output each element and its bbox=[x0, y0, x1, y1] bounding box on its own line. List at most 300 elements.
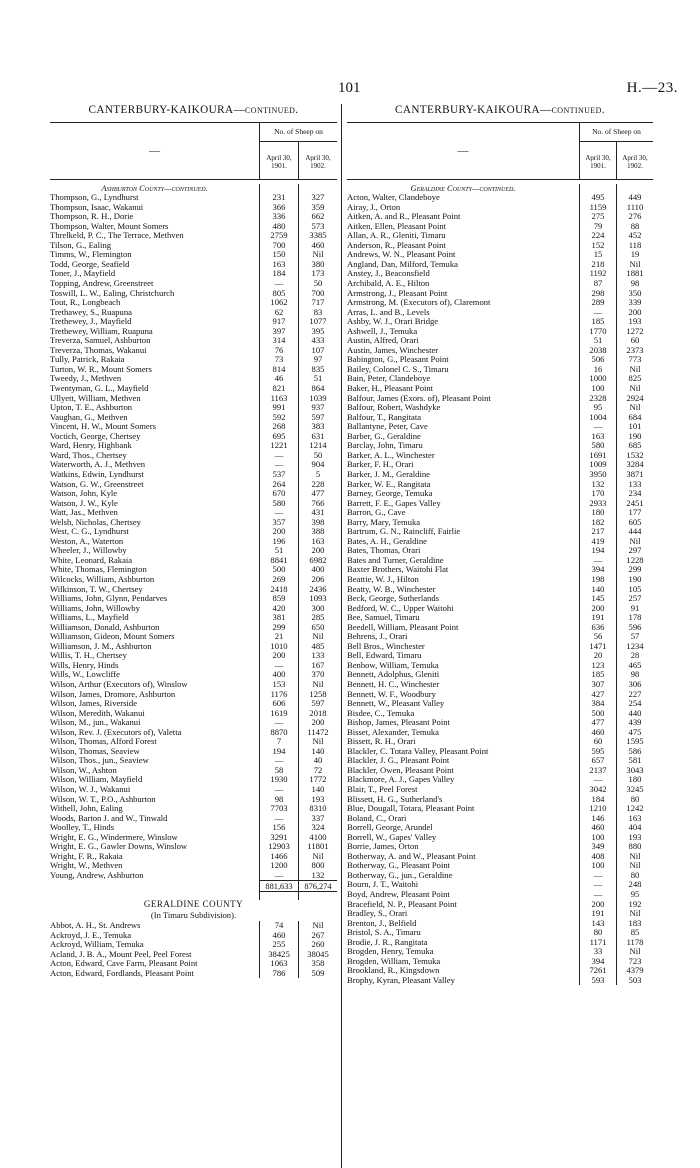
sheep-1901: 51 bbox=[579, 336, 616, 346]
owner-name: Brogden, William, Temuka . . . bbox=[347, 957, 579, 967]
sheep-1902: 380 bbox=[298, 260, 337, 270]
sheep-1901: 200 bbox=[259, 527, 298, 537]
sheep-1901: 184 bbox=[259, 269, 298, 279]
owner-name: Beck, George, Sutherlands . . . bbox=[347, 594, 579, 604]
sheep-1901: 163 bbox=[579, 432, 616, 442]
sheep-1901: 460 bbox=[579, 728, 616, 738]
owner-name: Brogden, Henry, Temuka . . . bbox=[347, 947, 579, 957]
sheep-1901: 1176 bbox=[259, 690, 298, 700]
sheep-1901: 821 bbox=[259, 384, 298, 394]
sheep-1901: 349 bbox=[579, 842, 616, 852]
sheep-1901: 132 bbox=[579, 480, 616, 490]
sheep-1902: Nil bbox=[298, 921, 337, 931]
sheep-1902: 605 bbox=[616, 518, 653, 528]
owner-name: Brenton, J., Belfield . . . bbox=[347, 919, 579, 929]
sheep-1901: — bbox=[259, 718, 298, 728]
header-dash: — bbox=[457, 144, 469, 157]
owner-name: Bain, Peter, Clandeboye . . . bbox=[347, 374, 579, 384]
sheep-1902: 97 bbox=[298, 355, 337, 365]
table-row bbox=[347, 795, 653, 805]
owner-name: Bee, Samuel, Timaru . . . bbox=[347, 613, 579, 623]
table-row bbox=[50, 470, 337, 480]
header-year-1902: April 30, 1902. bbox=[298, 142, 337, 179]
owner-name: Wilson, Rev. J. (Executors of), Valetta . . . bbox=[50, 728, 259, 738]
sheep-1902: 685 bbox=[616, 441, 653, 451]
left-table-header bbox=[50, 122, 337, 180]
sheep-1901: 314 bbox=[259, 336, 298, 346]
sheep-1902: Nil bbox=[298, 852, 337, 862]
sheep-1901: 580 bbox=[579, 441, 616, 451]
sheep-1902: 2018 bbox=[298, 709, 337, 719]
owner-name: Wilcocks, William, Ashburton . . . bbox=[50, 575, 259, 585]
table-row bbox=[50, 556, 337, 566]
owner-name: Bates, Thomas, Orari . . . bbox=[347, 546, 579, 556]
sheep-1901: 1062 bbox=[259, 298, 298, 308]
sheep-1901: 231 bbox=[259, 193, 298, 203]
owner-name: Arras, L. and B., Levels . . . bbox=[347, 308, 579, 318]
sheep-1902: 597 bbox=[298, 413, 337, 423]
table-row bbox=[347, 871, 653, 881]
table-row bbox=[347, 919, 653, 929]
owner-name: Watson, J. W., Kyle . . . bbox=[50, 499, 259, 509]
owner-name: Austin, James, Winchester . . . bbox=[347, 346, 579, 356]
table-row bbox=[347, 480, 653, 490]
table-row bbox=[347, 766, 653, 776]
table-row bbox=[347, 279, 653, 289]
table-row bbox=[347, 661, 653, 671]
sheep-1901: 2038 bbox=[579, 346, 616, 356]
table-row bbox=[347, 565, 653, 575]
owner-name: Waterworth, A. J., Methven . . . bbox=[50, 460, 259, 470]
sheep-1901: 1163 bbox=[259, 394, 298, 404]
owner-name: Toner, J., Mayfield . . . bbox=[50, 269, 259, 279]
table-row bbox=[347, 384, 653, 394]
table-row bbox=[347, 814, 653, 824]
table-row bbox=[347, 575, 653, 585]
sheep-1902: 133 bbox=[298, 651, 337, 661]
sheep-1901: 419 bbox=[579, 537, 616, 547]
sheep-1902: 2924 bbox=[616, 394, 653, 404]
table-row bbox=[347, 269, 653, 279]
owner-name: Boland, C., Orari . . . bbox=[347, 814, 579, 824]
owner-name: Blair, T., Peel Forest . . . bbox=[347, 785, 579, 795]
table-row bbox=[347, 556, 653, 566]
owner-name: Bennett, W., Pleasant Valley . . . bbox=[347, 699, 579, 709]
owner-name: Barker, J. M., Geraldine . . . bbox=[347, 470, 579, 480]
sheep-1901: 268 bbox=[259, 422, 298, 432]
table-row bbox=[50, 921, 337, 931]
sheep-1901: 275 bbox=[579, 212, 616, 222]
owner-name: Wilson, William, Mayfield . . . bbox=[50, 775, 259, 785]
sheep-1902: 98 bbox=[616, 279, 653, 289]
sheep-1902: 404 bbox=[616, 823, 653, 833]
owner-name: Wright, F. R., Rakaia . . . bbox=[50, 852, 259, 862]
table-row bbox=[50, 931, 337, 941]
sheep-1902: 766 bbox=[298, 499, 337, 509]
sheep-1901: 1009 bbox=[579, 460, 616, 470]
table-row bbox=[50, 308, 337, 318]
sheep-1901: 805 bbox=[259, 289, 298, 299]
owner-name: Twentyman, G. L., Mayfield . . . bbox=[50, 384, 259, 394]
owner-name: Bailey, Colonel C. S., Timaru . . . bbox=[347, 365, 579, 375]
table-row bbox=[347, 298, 653, 308]
table-row bbox=[347, 728, 653, 738]
sheep-1901: — bbox=[259, 756, 298, 766]
sheep-1902: 299 bbox=[616, 565, 653, 575]
table-row bbox=[50, 833, 337, 843]
sheep-1901: 1004 bbox=[579, 413, 616, 423]
sheep-1902: 880 bbox=[616, 842, 653, 852]
sheep-1902: 350 bbox=[616, 289, 653, 299]
sheep-1901: 397 bbox=[259, 327, 298, 337]
table-row bbox=[347, 346, 653, 356]
sheep-1902: 339 bbox=[616, 298, 653, 308]
table-row bbox=[347, 422, 653, 432]
sheep-1901: — bbox=[259, 871, 298, 881]
owner-name: Bisdee, C., Temuka . . . bbox=[347, 709, 579, 719]
sheep-1901: — bbox=[259, 814, 298, 824]
sheep-1901: 200 bbox=[259, 651, 298, 661]
sheep-1901: 3042 bbox=[579, 785, 616, 795]
owner-name: Trethewey, William, Ruapuna . . . bbox=[50, 327, 259, 337]
sheep-1902: 1242 bbox=[616, 804, 653, 814]
left-table-body bbox=[50, 180, 337, 979]
sheep-1902: 190 bbox=[616, 575, 653, 585]
sheep-1902: 57 bbox=[616, 632, 653, 642]
owner-name: Armstrong, M. (Executors of), Claremont . . . bbox=[347, 298, 579, 308]
sheep-1902: 178 bbox=[616, 613, 653, 623]
sheep-1901: 58 bbox=[259, 766, 298, 776]
table-row bbox=[347, 489, 653, 499]
sheep-1902: 132 bbox=[298, 871, 337, 881]
sheep-1902: 8310 bbox=[298, 804, 337, 814]
sheep-1902: 183 bbox=[616, 919, 653, 929]
table-row bbox=[50, 642, 337, 652]
owner-name: Barker, W. E., Rangitata . . . bbox=[347, 480, 579, 490]
sheep-1902: 1093 bbox=[298, 594, 337, 604]
sheep-1902: Nil bbox=[298, 250, 337, 260]
owner-name: Bates, A. H., Geraldine . . . bbox=[347, 537, 579, 547]
owner-name: Barber, G., Geraldine . . . bbox=[347, 432, 579, 442]
sheep-1901: 400 bbox=[259, 670, 298, 680]
owner-name: Trethawey, S., Ruapuna . . . bbox=[50, 308, 259, 318]
sheep-1901: 7 bbox=[259, 737, 298, 747]
sheep-1901: 76 bbox=[259, 346, 298, 356]
sheep-1901: 100 bbox=[579, 384, 616, 394]
sheep-1902: 257 bbox=[616, 594, 653, 604]
owner-name: Beatty, W. B., Winchester . . . bbox=[347, 585, 579, 595]
sheep-1901: 700 bbox=[259, 241, 298, 251]
sheep-1901: 194 bbox=[259, 747, 298, 757]
owner-name: Wilson, James, Dromore, Ashburton . . . bbox=[50, 690, 259, 700]
table-row bbox=[50, 814, 337, 824]
table-row bbox=[50, 670, 337, 680]
table-row bbox=[50, 422, 337, 432]
owner-name: Aitken, Ellen, Pleasant Point . . . bbox=[347, 222, 579, 232]
sheep-1902: 50 bbox=[298, 451, 337, 461]
owner-name: Williams, John, Willowby . . . bbox=[50, 604, 259, 614]
owner-name: Ackroyd, J. E., Temuka . . . bbox=[50, 931, 259, 941]
sheep-1902: 105 bbox=[616, 585, 653, 595]
sheep-1902: 206 bbox=[298, 575, 337, 585]
sheep-1901: 170 bbox=[579, 489, 616, 499]
sheep-1901: 1471 bbox=[579, 642, 616, 652]
owner-name: Barron, G., Cave . . . bbox=[347, 508, 579, 518]
sheep-1902: 51 bbox=[298, 374, 337, 384]
sheep-1901: 21 bbox=[259, 632, 298, 642]
owner-name: Thompson, G., Lyndhurst . . . bbox=[50, 193, 259, 203]
table-row bbox=[50, 231, 337, 241]
sheep-1901: 153 bbox=[259, 680, 298, 690]
sheep-1902: 107 bbox=[298, 346, 337, 356]
owner-name: Thompson, Walter, Mount Somers . . . bbox=[50, 222, 259, 232]
table-row bbox=[347, 413, 653, 423]
owner-name: Wheeler, J., Willowby . . . bbox=[50, 546, 259, 556]
owner-name: Treverza, Samuel, Ashburton . . . bbox=[50, 336, 259, 346]
owner-name: Watkins, Edwin, Lyndhurst . . . bbox=[50, 470, 259, 480]
sheep-1901: — bbox=[579, 871, 616, 881]
sheep-1901: 100 bbox=[579, 833, 616, 843]
table-row bbox=[50, 861, 337, 871]
table-row bbox=[347, 374, 653, 384]
sheep-1902: 1178 bbox=[616, 938, 653, 948]
table-row bbox=[347, 823, 653, 833]
sheep-1902: Nil bbox=[298, 737, 337, 747]
table-row bbox=[347, 231, 653, 241]
table-row bbox=[347, 804, 653, 814]
sheep-1902: 509 bbox=[298, 969, 337, 979]
sheep-1901: 460 bbox=[259, 931, 298, 941]
left-column bbox=[50, 106, 337, 978]
total-1901: 881,633 bbox=[259, 880, 298, 892]
sheep-1902: 38045 bbox=[298, 950, 337, 960]
sheep-1902: Nil bbox=[616, 365, 653, 375]
table-row bbox=[50, 959, 337, 969]
table-row bbox=[50, 680, 337, 690]
sheep-1901: — bbox=[579, 422, 616, 432]
owner-name: Tilson, G., Ealing . . . bbox=[50, 241, 259, 251]
table-row bbox=[50, 384, 337, 394]
owner-name: Topping, Andrew, Greenstreet . . . bbox=[50, 279, 259, 289]
table-row bbox=[50, 355, 337, 365]
sheep-1901: 592 bbox=[259, 413, 298, 423]
sheep-1902: 1772 bbox=[298, 775, 337, 785]
sheep-1901: 156 bbox=[259, 823, 298, 833]
sheep-1901: 38425 bbox=[259, 950, 298, 960]
owner-name: Watt, Jas., Methven . . . bbox=[50, 508, 259, 518]
sheep-1901: — bbox=[579, 308, 616, 318]
sheep-1901: 2328 bbox=[579, 394, 616, 404]
header-year-1901: April 30, 1901. bbox=[266, 153, 292, 171]
sheep-1902: 650 bbox=[298, 623, 337, 633]
owner-name: Ullyett, William, Methven . . . bbox=[50, 394, 259, 404]
table-row bbox=[50, 699, 337, 709]
section-heading: Ashburton County—continued. bbox=[50, 184, 337, 194]
sheep-1901: 500 bbox=[579, 709, 616, 719]
sheep-1902: 485 bbox=[298, 642, 337, 652]
sheep-1902: 433 bbox=[298, 336, 337, 346]
sheep-1901: 814 bbox=[259, 365, 298, 375]
sheep-1901: 56 bbox=[579, 632, 616, 642]
sheep-1902: 40 bbox=[298, 756, 337, 766]
table-row bbox=[50, 499, 337, 509]
sheep-1901: 217 bbox=[579, 527, 616, 537]
table-row bbox=[347, 250, 653, 260]
table-row bbox=[50, 518, 337, 528]
sheep-1901: 384 bbox=[579, 699, 616, 709]
sheep-1901: 408 bbox=[579, 852, 616, 862]
table-row bbox=[50, 203, 337, 213]
owner-name: Angland, Dan, Milford, Temuka . . . bbox=[347, 260, 579, 270]
table-row bbox=[347, 976, 653, 986]
owner-name: Bartrum, G. N., Raincliff, Fairlie . . . bbox=[347, 527, 579, 537]
owner-name: Blackler, Owen, Pleasant Point . . . bbox=[347, 766, 579, 776]
sheep-1902: 11801 bbox=[298, 842, 337, 852]
table-row bbox=[50, 852, 337, 862]
owner-name: Weston, A., Waterton . . . bbox=[50, 537, 259, 547]
owner-name: Woolley, T., Hinds . . . bbox=[50, 823, 259, 833]
table-row bbox=[50, 842, 337, 852]
right-table-body bbox=[347, 180, 653, 986]
sheep-1902: 118 bbox=[616, 241, 653, 251]
owner-name: Borrie, James, Orton . . . bbox=[347, 842, 579, 852]
sheep-1902: Nil bbox=[298, 632, 337, 642]
owner-name: Threlkeld, P. C., The Terrace, Methven . . . bbox=[50, 231, 259, 241]
sheep-1901: 264 bbox=[259, 480, 298, 490]
owner-name: Young, Andrew, Ashburton . . . bbox=[50, 871, 259, 881]
sheep-1902: 267 bbox=[298, 931, 337, 941]
table-row bbox=[347, 537, 653, 547]
table-row bbox=[50, 432, 337, 442]
sheep-1901: 269 bbox=[259, 575, 298, 585]
sheep-1901: 2759 bbox=[259, 231, 298, 241]
sheep-1902: Nil bbox=[616, 384, 653, 394]
sheep-1902: 631 bbox=[298, 432, 337, 442]
owner-name: Wilson, W. J., Wakanui . . . bbox=[50, 785, 259, 795]
table-row bbox=[347, 508, 653, 518]
table-row bbox=[347, 460, 653, 470]
table-row bbox=[347, 966, 653, 976]
sheep-1901: — bbox=[579, 880, 616, 890]
table-row bbox=[50, 222, 337, 232]
sheep-1902: Nil bbox=[616, 909, 653, 919]
owner-name: Wilson, Meredith, Wakanui . . . bbox=[50, 709, 259, 719]
sheep-1901: 1159 bbox=[579, 203, 616, 213]
owner-name: Bennett, H. C., Winchester . . . bbox=[347, 680, 579, 690]
sheep-1902: 1258 bbox=[298, 690, 337, 700]
owner-name: Acton, Edward, Cave Farm, Pleasant Point . . . bbox=[50, 959, 259, 969]
sheep-1902: 3284 bbox=[616, 460, 653, 470]
sheep-1902: 19 bbox=[616, 250, 653, 260]
owner-name: Trethewey, J., Mayfield . . . bbox=[50, 317, 259, 327]
table-row bbox=[50, 651, 337, 661]
owner-name: Acton, Walter, Clandeboye . . . bbox=[347, 193, 579, 203]
owner-name: Acland, J. B. A., Mount Peel, Peel Forest . . . bbox=[50, 950, 259, 960]
sheep-1901: 196 bbox=[259, 537, 298, 547]
owner-name: Behrens, J., Orari . . . bbox=[347, 632, 579, 642]
owner-name: Williamson, Gideon, Mount Somers . . . bbox=[50, 632, 259, 642]
table-row bbox=[347, 947, 653, 957]
sheep-1901: 357 bbox=[259, 518, 298, 528]
owner-name: Bennett, Adolphus, Gleniti . . . bbox=[347, 670, 579, 680]
sheep-1901: 185 bbox=[579, 670, 616, 680]
sheep-1901: 595 bbox=[579, 747, 616, 757]
table-row bbox=[347, 355, 653, 365]
table-row bbox=[50, 950, 337, 960]
right-title: CANTERBURY-KAIKOURA—continued. bbox=[394, 104, 605, 116]
sheep-1902: 1228 bbox=[616, 556, 653, 566]
owner-name: Watson, G. W., Greenstreet . . . bbox=[50, 480, 259, 490]
owner-name: Blackler, J. G., Pleasant Point . . . bbox=[347, 756, 579, 766]
sheep-1901: 255 bbox=[259, 940, 298, 950]
owner-name: White, Thomas, Flemington . . . bbox=[50, 565, 259, 575]
table-row bbox=[347, 441, 653, 451]
sheep-1902: 3871 bbox=[616, 470, 653, 480]
sheep-1902: 140 bbox=[298, 785, 337, 795]
sheep-1902: 1532 bbox=[616, 451, 653, 461]
sheep-1902: 306 bbox=[616, 680, 653, 690]
owner-name: Barry, Mary, Temuka . . . bbox=[347, 518, 579, 528]
sheep-1901: 80 bbox=[579, 928, 616, 938]
table-row bbox=[347, 642, 653, 652]
owner-name: Wilson, James, Riverside . . . bbox=[50, 699, 259, 709]
table-row bbox=[347, 747, 653, 757]
table-row bbox=[347, 852, 653, 862]
owner-name: Acton, Edward, Fordlands, Pleasant Point . . . bbox=[50, 969, 259, 979]
sheep-1901: 145 bbox=[579, 594, 616, 604]
sheep-1902: 439 bbox=[616, 718, 653, 728]
owner-name: Bell Bros., Winchester . . . bbox=[347, 642, 579, 652]
sheep-1901: 1200 bbox=[259, 861, 298, 871]
owner-name: Blissett, H. G., Sutherland's . . . bbox=[347, 795, 579, 805]
owner-name: Aitken, A. and R., Pleasant Point . . . bbox=[347, 212, 579, 222]
sheep-1901: 20 bbox=[579, 651, 616, 661]
table-row bbox=[50, 298, 337, 308]
table-row bbox=[50, 546, 337, 556]
owner-name: Wilson, Arthur (Executors of), Winslow . . . bbox=[50, 680, 259, 690]
sheep-1901: 500 bbox=[259, 565, 298, 575]
owner-name: Blackmore, A. J., Gapes Valley . . . bbox=[347, 775, 579, 785]
sheep-1902: 370 bbox=[298, 670, 337, 680]
owner-name: Wright, W., Methven . . . bbox=[50, 861, 259, 871]
owner-name: Wright, E. G., Gawler Downs, Winslow . . . bbox=[50, 842, 259, 852]
sheep-1902: 1077 bbox=[298, 317, 337, 327]
page-number: 101 bbox=[338, 80, 361, 96]
sheep-1901: 191 bbox=[579, 613, 616, 623]
owner-name: Abbot, A. H., St. Andrews . . . bbox=[50, 921, 259, 931]
total-1902: 876,274 bbox=[298, 880, 337, 892]
sheep-1901: 991 bbox=[259, 403, 298, 413]
sheep-1902: 1881 bbox=[616, 269, 653, 279]
sheep-1902: 835 bbox=[298, 365, 337, 375]
sheep-1902: 80 bbox=[616, 871, 653, 881]
sheep-1901: 198 bbox=[579, 575, 616, 585]
table-row bbox=[347, 900, 653, 910]
sheep-1901: 859 bbox=[259, 594, 298, 604]
owner-name: Wilson, W., Ashton . . . bbox=[50, 766, 259, 776]
sheep-1901: 46 bbox=[259, 374, 298, 384]
header-dash: — bbox=[149, 144, 160, 157]
table-row bbox=[50, 661, 337, 671]
sheep-1901: 537 bbox=[259, 470, 298, 480]
table-row bbox=[347, 260, 653, 270]
owner-name: Toswill, L. W., Ealing, Christchurch . . . bbox=[50, 289, 259, 299]
sheep-1901: 16 bbox=[579, 365, 616, 375]
sheep-1901: 184 bbox=[579, 795, 616, 805]
table-row bbox=[50, 317, 337, 327]
header-group-label: No. of Sheep on bbox=[580, 123, 653, 142]
table-row bbox=[50, 795, 337, 805]
